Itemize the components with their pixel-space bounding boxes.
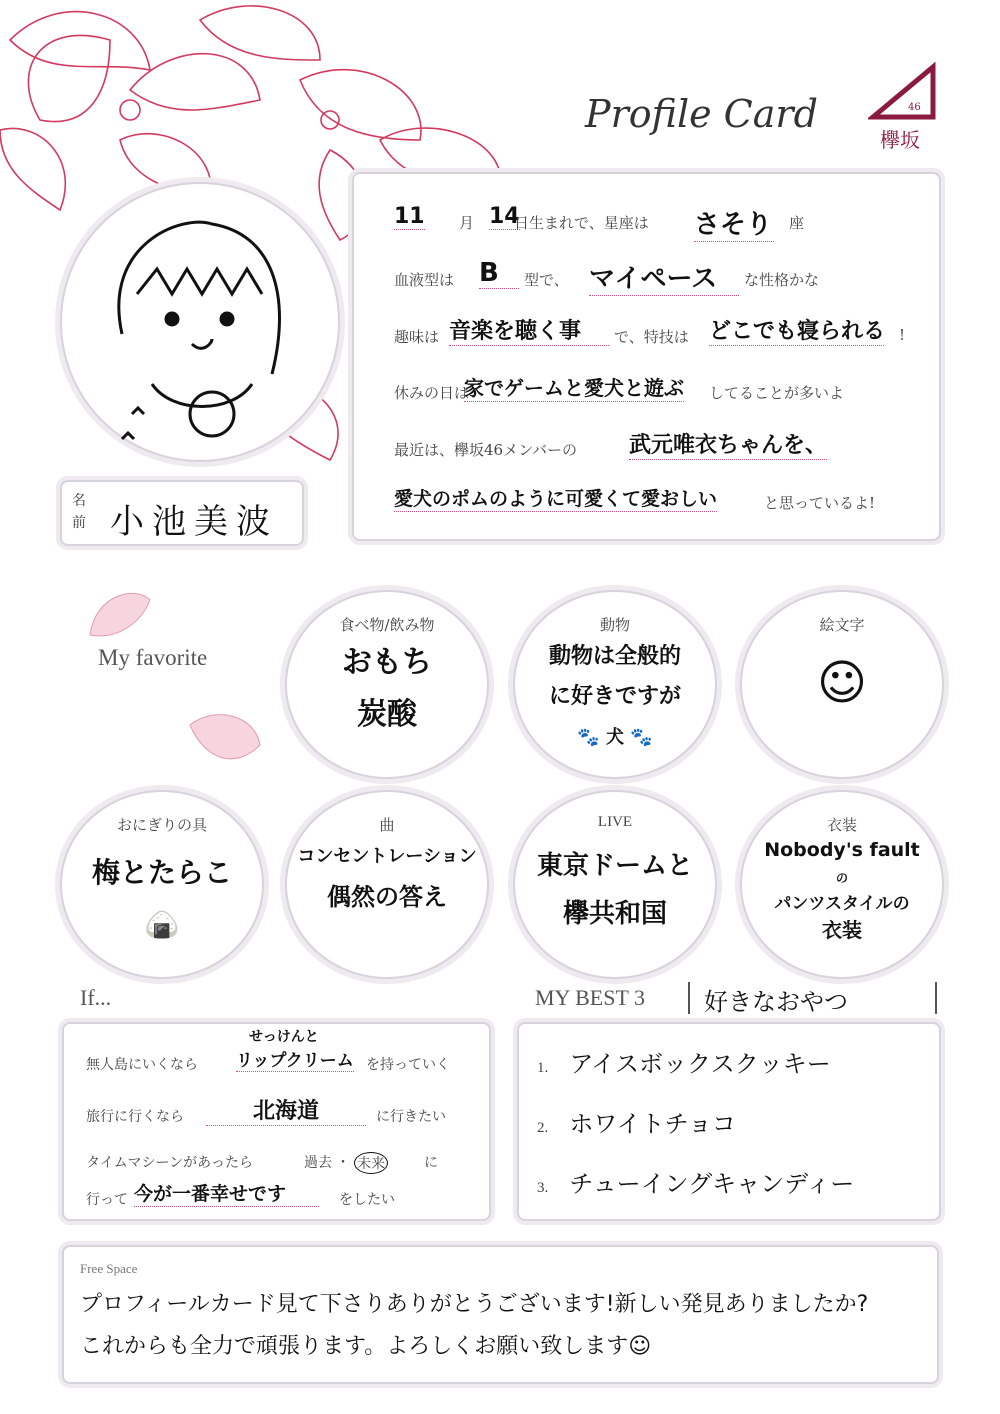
best3-heading: MY BEST 3 [535, 985, 646, 1010]
favorite-live-title: LIVE [597, 814, 633, 830]
personality-suffix: な性格かな [744, 271, 820, 289]
skill-suffix: ! [899, 326, 906, 344]
month-label: 月 [459, 214, 475, 232]
portrait-drawing [62, 184, 338, 460]
best3-item [537, 1044, 831, 1079]
favorite-song-title: 曲 [379, 816, 395, 834]
best3-item [537, 1164, 854, 1199]
island-note: せっけんと [249, 1029, 319, 1045]
holiday-label: 休みの日は [394, 384, 470, 402]
logo [868, 62, 938, 152]
zodiac-value: さそり [694, 204, 774, 242]
birth-day: 14 [489, 204, 520, 229]
petal-decoration [185, 705, 265, 775]
favorite-onigiri-title: おにぎりの具 [116, 816, 207, 834]
island-value: リップクリーム [236, 1046, 354, 1072]
go-suffix: をしたい [339, 1192, 395, 1208]
holiday-suffix: してることが多いよ [709, 384, 845, 402]
blood-value: B [479, 258, 519, 289]
skill-label: で、特技は [614, 328, 689, 346]
time-future: 未来 [354, 1152, 388, 1174]
hobby-value: 音楽を聴く事 [449, 314, 609, 346]
go-label: 行って [86, 1192, 128, 1208]
page-title: Profile Card [585, 92, 818, 136]
best3-num: 3. [537, 1180, 549, 1196]
birth-month: 11 [394, 204, 425, 229]
holiday-value: 家でゲームと愛犬と遊ぶ [464, 372, 684, 402]
thought-value: 愛犬のポムのように可愛くて愛おしい [394, 484, 717, 512]
blood-suffix: 型で、 [524, 271, 569, 289]
if-box [62, 1022, 491, 1221]
favorite-emoji [740, 590, 944, 779]
personality-value: マイペース [589, 258, 739, 296]
favorite-song [285, 790, 489, 979]
free-space-heading: Free Space [80, 1261, 138, 1276]
recent-label: 最近は、欅坂46メンバーの [394, 441, 578, 459]
portrait-circle [60, 182, 340, 462]
petal-decoration [85, 585, 155, 645]
time-past: 過去 [304, 1155, 332, 1171]
time-suffix: に [424, 1155, 438, 1171]
best3-text: チューイングキャンディー [569, 1170, 855, 1198]
go-value: 今が一番幸せです [134, 1179, 319, 1207]
best3-text: アイスボックスクッキー [569, 1050, 831, 1078]
favorite-emoji-title: 絵文字 [819, 616, 865, 634]
time-sep: ・ [336, 1155, 350, 1171]
blood-label: 血液型は [394, 271, 455, 289]
zodiac-label: 座 [789, 214, 805, 232]
favorite-live [513, 790, 717, 979]
onigiri-icon: 🍙 [144, 908, 180, 941]
favorite-live-value: 東京ドームと 欅共和国 [536, 851, 693, 929]
best3-num: 1. [537, 1060, 549, 1076]
favorites-heading: My favorite [98, 645, 208, 670]
free-space-box [62, 1245, 939, 1384]
thought-suffix: と思っているよ! [764, 494, 876, 512]
time-label: タイムマシーンがあったら [86, 1155, 254, 1171]
logo-text: 欅坂 [880, 128, 920, 152]
favorite-costume-value: Nobody's fault の パンツスタイルの 衣装 [764, 839, 920, 942]
name-label: 名 前 [72, 493, 86, 531]
travel-suffix: に行きたい [376, 1109, 446, 1125]
logo-number: 46 [908, 102, 921, 113]
favorite-food-title: 食べ物/飲み物 [339, 616, 435, 634]
favorite-onigiri [60, 790, 264, 979]
intro-box [352, 172, 941, 541]
best3-item [537, 1104, 736, 1139]
favorite-food-value: おもち 炭酸 [342, 645, 432, 732]
if-heading: If... [80, 985, 112, 1010]
best3-num: 2. [537, 1120, 549, 1136]
free-space-line-2: これからも全力で頑張ります。よろしくお願い致します☺ [80, 1334, 652, 1359]
hobby-label: 趣味は [394, 328, 440, 346]
travel-value: 北海道 [206, 1094, 366, 1126]
island-label: 無人島にいくなら [86, 1057, 198, 1073]
favorite-animal-title: 動物 [599, 616, 630, 634]
favorite-food [285, 590, 489, 779]
best3-topic-bracket [688, 982, 937, 1014]
travel-label: 旅行に行くなら [86, 1109, 184, 1125]
best3-text: ホワイトチョコ [569, 1110, 736, 1138]
favorite-animal-value: 動物は全般的 に好きですが 🐾 犬 🐾 [548, 644, 681, 748]
skill-value: どこでも寝られる [709, 314, 884, 346]
smile-icon: ☺ [816, 655, 868, 711]
favorite-onigiri-value: 梅とたらこ 🍙 [91, 856, 232, 941]
favorite-costume-title: 衣装 [826, 816, 857, 834]
favorite-animal [513, 590, 717, 779]
name-value: 小池美波 [110, 502, 278, 542]
best3-topic: 好きなおやつ [704, 988, 848, 1016]
name-box [60, 480, 304, 546]
best3-box [517, 1022, 941, 1221]
favorite-costume [740, 790, 944, 979]
born-label: 日生まれで、星座は [514, 214, 649, 232]
island-suffix: を持っていく [366, 1057, 450, 1073]
free-space-line-1: プロフィールカード見て下さりありがとうございます!新しい発見ありましたか? [80, 1292, 869, 1317]
member-value: 武元唯衣ちゃんを、 [629, 428, 827, 460]
favorite-song-value: コンセントレーション 偶然の答え [297, 846, 477, 911]
